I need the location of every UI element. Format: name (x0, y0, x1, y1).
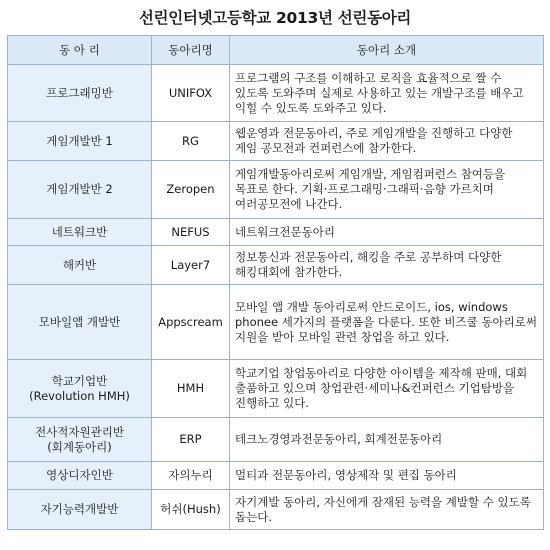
table-row (8, 418, 544, 462)
club-name-cell: HMH (152, 360, 230, 418)
intro-cell: 네트워크전문동아리 (230, 219, 544, 246)
intro-cell: 자기계발 동아리, 자신에게 잠재된 능력을 계발할 수 있도록 돕는다. (230, 490, 544, 530)
table-row (8, 161, 544, 219)
intro-cell: 멀티과 전문동아리, 영상제작 및 편집 동아리 (230, 462, 544, 490)
table-row (8, 122, 544, 161)
category-cell (8, 360, 152, 418)
intro-cell: 프로그램의 구조를 이해하고 로직을 효율적으로 짤 수 있도록 도와주며 실제로 사용하고 있는 개발구조를 배우고 익힐 수 있도록 도와주고 있다. (230, 65, 544, 122)
category-cell: 해커반 (8, 246, 152, 285)
category-cell: 영상디자인반 (8, 462, 152, 490)
category-line: 전사적자원관리반 (35, 424, 124, 439)
intro-cell: 학교기업 창업동아리로 다양한 아이템을 제작해 판매, 대회 출품하고 있으며 창업관련·세미나&컨퍼런스 기업탐방을 진행하고 있다. (230, 360, 544, 418)
club-name-cell: UNIFOX (152, 65, 230, 122)
category-cell (8, 418, 152, 462)
category-cell: 자기능력개발반 (8, 490, 152, 530)
category-cell: 게임개발반 2 (8, 161, 152, 219)
intro-cell: 웹운영과 전문동아리, 주로 게임개발을 진행하고 다양한 게임 공모전과 컨퍼런스에 참가한다. (230, 122, 544, 161)
club-name-cell: RG (152, 122, 230, 161)
club-name-cell: 자의누리 (152, 462, 230, 490)
category-line: 학교기업반 (51, 373, 108, 388)
club-table (7, 35, 544, 530)
table-row (8, 246, 544, 285)
intro-cell: 테크노경영과전문동아리, 회계전문동아리 (230, 418, 544, 462)
table-row (8, 65, 544, 122)
club-name-cell: ERP (152, 418, 230, 462)
table-row (8, 219, 544, 246)
page-title: 선린인터넷고등학교 2013년 선린동아리 (138, 9, 412, 27)
intro-cell: 게임개발동아리로써 게임개발, 게임컴퍼런스 참여등을 목표로 한다. 기획·프로그래밍·그래픽·음향 가르치며 여러공모전에 나간다. (230, 161, 544, 219)
header-category: 동 아 리 (8, 36, 152, 65)
table-row (8, 462, 544, 490)
club-name-cell: Appscream (152, 285, 230, 360)
category-cell: 게임개발반 1 (8, 122, 152, 161)
intro-cell: 모바일 앱 개발 동아리로써 안드로이드, ios, windows phonee 세가지의 플랫폼을 다룬다. 또한 비즈쿨 동아리로써 지원을 받아 모바일 관련 창업을 하고 있다. (230, 285, 544, 360)
header-club-name: 동아리명 (152, 36, 230, 65)
category-cell: 프로그래밍반 (8, 65, 152, 122)
category-cell: 네트워크반 (8, 219, 152, 246)
table-row (8, 490, 544, 530)
intro-cell: 정보통신과 전문동아리, 해킹을 주로 공부하며 다양한 해킹대회에 참가한다. (230, 246, 544, 285)
category-subline: (Revolution HMH) (29, 388, 130, 403)
table-header-row (8, 36, 544, 65)
club-name-cell: Layer7 (152, 246, 230, 285)
category-cell: 모바일앱 개발반 (8, 285, 152, 360)
category-subline: (회계동아리) (47, 439, 112, 454)
table-row (8, 360, 544, 418)
header-intro: 동아리 소개 (230, 36, 544, 65)
club-name-cell: NEFUS (152, 219, 230, 246)
club-name-cell: Zeropen (152, 161, 230, 219)
club-name-cell: 허쉬(Hush) (152, 490, 230, 530)
table-row (8, 285, 544, 360)
